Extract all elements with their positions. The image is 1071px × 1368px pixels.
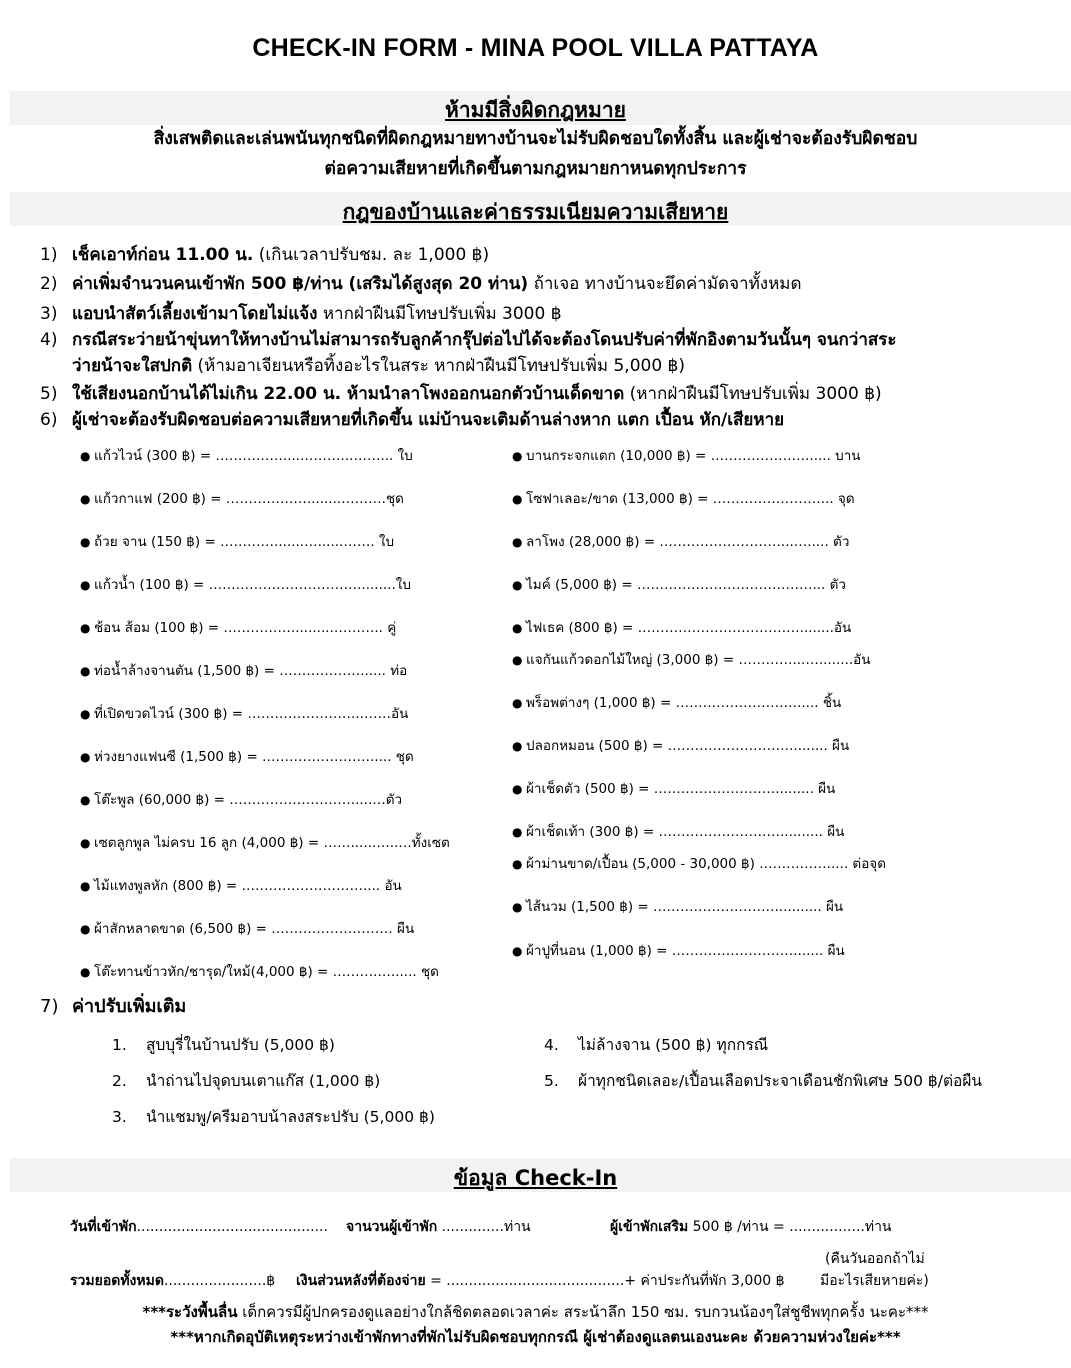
bullet-icon: ● (80, 750, 91, 764)
rule-item (40, 301, 1040, 327)
fine-item: 5. ผ้าทุกชนิดเลอะ/เปื้อนเลือดประจาเดือนชักพิเศษ 500 ฿/ต่อผืน (544, 1072, 983, 1090)
rule-bold: กรณีสระว่ายน้าขุ่นทาให้ทางบ้านไม่สามารถรับลูกค้ากรุ๊ปต่อไปได้จะต้องโดนปรับค่าที่พักอิงตามวันนั้นๆ จนกว่าสระ (72, 330, 897, 350)
damage-item: ● ถ้วย จาน (150 ฿) = ………….......…......……. ใบ (80, 534, 395, 550)
damage-item: ● ผ้าเช็ดตัว (500 ฿) = ………………………......... ผืน (512, 781, 836, 797)
damage-item: ● ไฟเธค (800 ฿) = ………………………………........อัน (512, 620, 852, 636)
bullet-icon: ● (512, 696, 523, 710)
bullet-icon: ● (80, 836, 91, 850)
rule-bold: เช็คเอาท์ก่อน 11.00 น. (72, 245, 254, 265)
rule-number: 3) (40, 304, 58, 324)
rule-number: 5) (40, 384, 58, 404)
rule-number: 2) (40, 274, 58, 294)
form-title: CHECK-IN FORM - MINA POOL VILLA PATTAYA (252, 34, 819, 62)
rule-text: ถ้าเจอ ทางบ้านจะยึดค่ามัดจาทั้งหมด (528, 274, 802, 294)
rule-item-continued (40, 353, 1040, 379)
damage-item: ● ลาโพง (28,000 ฿) = ………………………...…..... ตัว (512, 534, 850, 550)
fines-heading-row (40, 994, 1040, 1020)
rule-bold: แอบนำสัตว์เลี้ยงเข้ามาโดยไม่แจ้ง (72, 304, 318, 324)
fine-item: 4. ไม่ล้างจาน (500 ฿) ทุกกรณี (544, 1036, 769, 1054)
rule-text: (หากฝ่าฝืนมีโทษปรับเพิ่ม 3000 ฿) (624, 384, 882, 404)
damage-item: ● แจกันแก้วดอกไม้ใหญ่ (3,000 ฿) = …………...…........อัน (512, 652, 871, 668)
bullet-icon: ● (512, 578, 523, 592)
checkin-remaining-field[interactable]: เงินส่วนหลังที่ต้องจ่าย = ........................................+ ค่าประกันที่พัก 3,000 ฿ (296, 1273, 785, 1289)
damage-item: ● ท่อน้ำล้างจานตัน (1,500 ฿) = ………………...... ท่อ (80, 663, 408, 679)
damage-item: ● ห่วงยางแฟนซี (1,500 ฿) = ……………………..... ชุด (80, 749, 414, 765)
rule-item (40, 327, 1040, 353)
bullet-icon: ● (80, 965, 91, 979)
damage-item: ● แก้วไวน์ (300 ฿) = …………….....………..……... ใบ (80, 448, 413, 464)
bullet-icon: ● (80, 449, 91, 463)
bullet-icon: ● (80, 535, 91, 549)
rule-text: (เกินเวลาปรับชม. ละ 1,000 ฿) (253, 245, 490, 265)
rule-number: 1) (40, 245, 58, 265)
damage-item: ● ผ้าสักหลาดขาด (6,500 ฿) = ……………………… ผืน (80, 921, 415, 937)
bullet-icon: ● (512, 492, 523, 506)
damage-item: ● แก้วน้ำ (100 ฿) = …………………………….........ใบ (80, 577, 411, 593)
damage-item: ● โต๊ะทานข้าวหัก/ชารุด/ใหม้(4,000 ฿) = ……….…...... ชุด (80, 964, 439, 980)
bullet-icon: ● (80, 922, 91, 936)
prohibited-line-2: ต่อความเสียหายที่เกิดขึ้นตามกฎหมายกาหนดทุกประการ (324, 159, 747, 179)
damage-item: ● โต๊ะพูล (60,000 ฿) = ……………………….....…ตัว (80, 792, 403, 808)
checkin-total-field[interactable]: รวมยอดทั้งหมด.......................฿ (70, 1273, 276, 1289)
damage-item: ● โซฟาเลอะ/ขาด (13,000 ฿) = ……………………... จุด (512, 491, 855, 507)
checkin-extra-guests-field[interactable]: ผู้เข้าพักเสริม 500 ฿ /ท่าน = .................ท่าน (610, 1219, 892, 1235)
checkin-date-field[interactable]: วันที่เข้าพัก........................................... (70, 1219, 328, 1235)
rule-text: (ห้ามอาเจียนหรือทิ้งอะไรในสระ หากฝ่าฝืนมีโทษปรับเพิ่ม 5,000 ฿) (192, 356, 686, 376)
rule-bold: ใช้เสียงนอกบ้านได้ไม่เกิน 22.00 น. ห้ามนำลาโพงออกนอกตัวบ้านเด็ดขาด (72, 384, 625, 404)
bullet-icon: ● (80, 492, 91, 506)
damage-item: ● ไม้แทงพูลหัก (800 ฿) = ……………………….... อัน (80, 878, 402, 894)
damage-item: ● ผ้าเช็ดเท้า (300 ฿) = ……………………….......... ผืน (512, 824, 845, 840)
rule-bold: ว่ายน้าจะใสปกติ (72, 356, 193, 376)
footer-warning-2: ***หากเกิดอุบัติเหตุระหว่างเข้าพักทางที่พักไม่รับผิดชอบทุกกรณี ผู้เช่าต้องดูแลตนเองนะคะ ด้วยความห่วงใยค่ะ*** (170, 1328, 901, 1346)
bullet-icon: ● (80, 621, 91, 635)
bullet-icon: ● (512, 782, 523, 796)
rule-number: 7) (40, 996, 59, 1017)
bullet-icon: ● (512, 739, 523, 753)
damage-item: ● พร็อพต่างๆ (1,000 ฿) = ………………………..... ชิ้น (512, 695, 842, 711)
bullet-icon: ● (512, 944, 523, 958)
checkin-heading: ข้อมูล Check-In (453, 1166, 618, 1190)
rule-number: 6) (40, 410, 58, 430)
bullet-icon: ● (512, 535, 523, 549)
prohibited-line-1: สิ่งเสพติดและเล่นพนันทุกชนิดที่ผิดกฎหมายทางบ้านจะไม่รับผิดชอบใดทั้งสิ้น และผู้เช่าจะต้องรับผิดชอบ (153, 129, 918, 149)
bullet-icon: ● (512, 621, 523, 635)
bullet-icon: ● (512, 449, 523, 463)
damage-item: ● ไมค์ (5,000 ฿) = …………………………………... ตัว (512, 577, 846, 593)
checkin-guests-field[interactable]: จานวนผู้เข้าพัก ..............ท่าน (346, 1219, 531, 1235)
fine-item: 3. นำแชมพู/ครีมอาบน้าลงสระปรับ (5,000 ฿) (112, 1108, 435, 1126)
damage-item: ● แก้วกาแฟ (200 ฿) = ………………........……….ชุด (80, 491, 404, 507)
bullet-icon: ● (80, 793, 91, 807)
damage-item: ● ผ้าม่านขาด/เปื้อน (5,000 - 30,000 ฿) ……………..... ต่อจุด (512, 856, 886, 872)
bullet-icon: ● (80, 664, 91, 678)
damage-item: ● ผ้าปูที่นอน (1,000 ฿) = ………………………....... ผืน (512, 943, 845, 959)
deposit-note: มีอะไรเสียหายค่ะ) (820, 1273, 929, 1289)
bullet-icon: ● (80, 879, 91, 893)
rule-item (40, 407, 1040, 433)
damage-item: ● ไส้นวม (1,500 ฿) = ………………………........... ผืน (512, 899, 844, 915)
damage-item: ● ปลอกหมอน (500 ฿) = ………………………......... ผืน (512, 738, 850, 754)
footer-warning-1: ***ระวังพื้นลื่น เด็กควรมีผู้ปกครองดูแลอย่างใกล้ชิดตลอดเวลาค่ะ สระน้าลึก 150 ซม. รบกวนน้องๆใส่ชูชีพทุกครั้ง นะคะ*** (142, 1303, 929, 1321)
fines-heading: ค่าปรับเพิ่มเติม (72, 996, 187, 1017)
damage-item: ● ช้อน ส้อม (100 ฿) = ……………..........……….. คู่ (80, 620, 397, 636)
fine-item: 1. สูบบุรี่ในบ้านปรับ (5,000 ฿) (112, 1036, 335, 1054)
bullet-icon: ● (512, 857, 523, 871)
rule-bold: ค่าเพิ่มจำนวนคนเข้าพัก 500 ฿/ท่าน (เสริมได้สูงสุด 20 ท่าน) (72, 274, 529, 294)
prohibited-heading: ห้ามมีสิ่งผิดกฎหมาย (445, 98, 626, 122)
rule-bold: ผู้เช่าจะต้องรับผิดชอบต่อความเสียหายที่เกิดขึ้น แม่บ้านจะเติมด้านล่างหาก แตก เปื้อน หัก/เสียหาย (72, 410, 785, 430)
rule-item (40, 381, 1040, 407)
damage-item: ● ที่เปิดขวดไวน์ (300 ฿) = ……………………..……อัน (80, 706, 409, 722)
rule-number: 4) (40, 330, 58, 350)
damage-item: ● เซตลูกพูล ไม่ครบ 16 ลูก (4,000 ฿) = …….....…...…ทั้งเซต (80, 835, 450, 851)
damage-item: ● บานกระจกแตก (10,000 ฿) = …………………...... บาน (512, 448, 861, 464)
deposit-note: (คืนวันออกถ้าไม่ (825, 1251, 925, 1267)
bullet-icon: ● (80, 707, 91, 721)
rule-item (40, 271, 1040, 297)
rules-heading: กฎของบ้านและค่าธรรมเนียมความเสียหาย (342, 200, 729, 224)
bullet-icon: ● (512, 900, 523, 914)
fine-item: 2. นำถ่านไปจุดบนเตาแก๊ส (1,000 ฿) (112, 1072, 381, 1090)
rule-item (40, 242, 1040, 268)
bullet-icon: ● (80, 578, 91, 592)
bullet-icon: ● (512, 825, 523, 839)
rule-text: หากฝ่าฝืนมีโทษปรับเพิ่ม 3000 ฿ (317, 304, 562, 324)
bullet-icon: ● (512, 653, 523, 667)
